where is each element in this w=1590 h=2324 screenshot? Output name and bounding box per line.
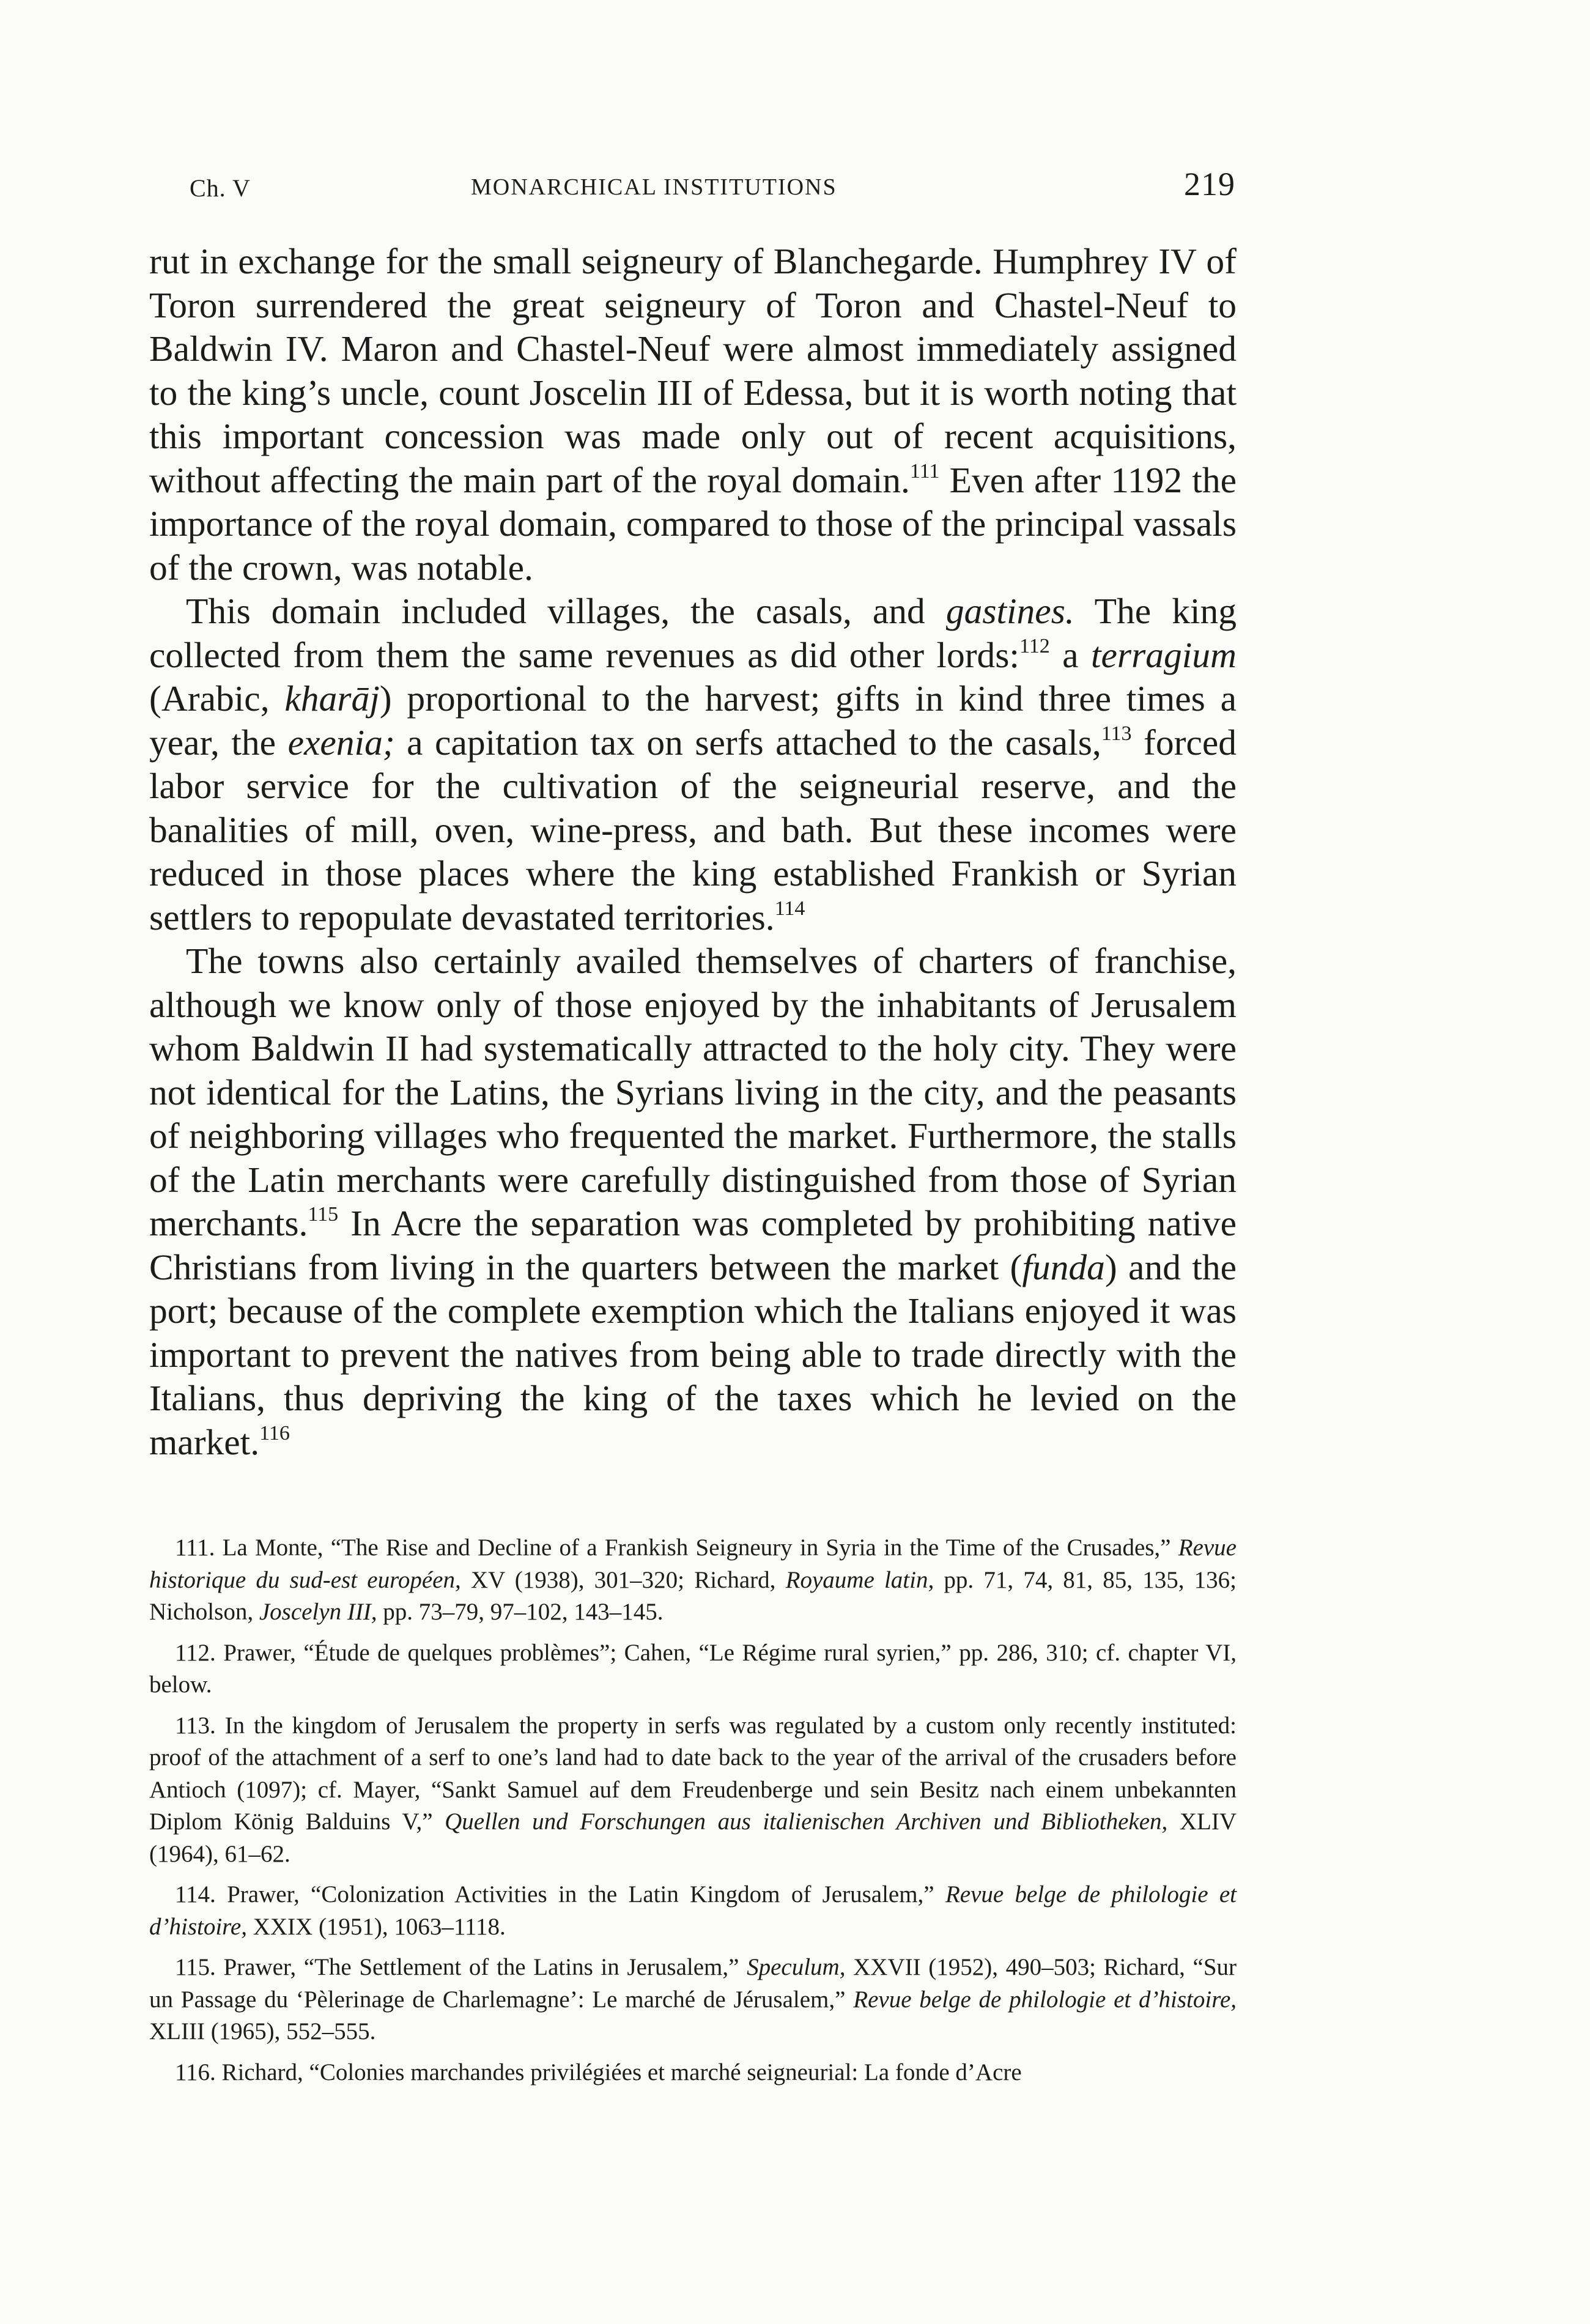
term-funda: funda xyxy=(1022,1246,1105,1287)
footnote-111 xyxy=(149,1532,1237,1629)
text-run: XXVII (1952), 490–503; Richard, “Sur un Passage du ‘Pèlerinage de Charlemagne’: Le marché de Jérusalem,” xyxy=(149,1954,1237,2013)
footnote-ref-113: 113 xyxy=(1101,722,1132,745)
text-run: (Arabic, xyxy=(149,678,285,719)
paragraph-3 xyxy=(149,939,1237,1464)
term-exenia: exenia; xyxy=(287,722,395,763)
running-title: MONARCHICAL INSTITUTIONS xyxy=(471,174,837,200)
footnote-114 xyxy=(149,1879,1237,1943)
text-run: This domain included villages, the casals, and xyxy=(186,591,946,631)
main-text xyxy=(149,240,1237,1464)
italic-title: Revue belge de philologie et d’histoire, xyxy=(853,1986,1237,2013)
text-run: 113. In the kingdom of Jerusalem the property in serfs was regulated by a custom only recently instituted: proof of the attachment of a serf to one’s land had to date back to the year of the arrival of the crusaders before Antioch (1097); cf. Mayer, “Sankt Samuel auf dem Freudenberge und sein Besitz nach einem unbekannten Diplom König Balduins V,” xyxy=(149,1712,1237,1835)
text-run: The towns also certainly availed themselves of charters of franchise, although we know only of those enjoyed by the inhabitants of Jerusalem whom Baldwin II had systematically attracted to the holy city. They were not identical for the Latins, the Syrians living in the city, and the peasants of neighboring villages who frequented the market. Furthermore, the stalls of the Latin merchants were carefully distinguished from those of Syrian merchants. xyxy=(149,941,1237,1243)
footnote-ref-111: 111 xyxy=(909,459,940,483)
footnotes xyxy=(149,1532,1237,2097)
text-run: rut in exchange for the small seigneury of Blanchegarde. Humphrey IV of Toron surrendered the great seigneury of Toron and Chastel-Neuf to Baldwin IV. Maron and Chastel-Neuf were almost immediately assigned to the king’s uncle, count Joscelin III of Edessa, but it is worth noting that this important concession was made only out of recent acquisitions, without affecting the main part of the royal domain. xyxy=(149,241,1237,500)
text-run: 114. Prawer, “Colonization Activities in the Latin Kingdom of Jerusalem,” xyxy=(175,1881,945,1908)
footnote-ref-116: 116 xyxy=(259,1421,290,1445)
text-run: Even after 1192 the importance of the royal domain, compared to those of the principal vassals of the crown, was notable. xyxy=(149,459,1237,588)
text-run: 116. Richard, “Colonies marchandes privilégiées et marché seigneurial: La fonde d’Acre xyxy=(175,2059,1022,2085)
footnote-113 xyxy=(149,1710,1237,1871)
running-head xyxy=(183,166,1235,207)
italic-title: Royaume latin, xyxy=(785,1566,934,1593)
italic-title: Quellen und Forschungen aus italienischen Archiven und Bibliotheken, xyxy=(445,1808,1168,1835)
text-run: In Acre the separation was completed by prohibiting native Christians from living in the quarters between the market ( xyxy=(149,1203,1237,1287)
paragraph-2 xyxy=(149,590,1237,939)
text-run: ) proportional to the harvest; gifts in kind three times a year, the xyxy=(149,678,1237,763)
text-run: XV (1938), 301–320; Richard, xyxy=(460,1566,786,1593)
italic-title: Joscelyn III, xyxy=(259,1599,377,1625)
italic-title: Revue belge de philologie et d’histoire, xyxy=(149,1881,1237,1940)
text-run: 112. Prawer, “Étude de quelques problèmes”; Cahen, “Le Régime rural syrien,” pp. 286, 310; cf. chapter VI, below. xyxy=(149,1639,1237,1698)
text-run: a capitation tax on serfs attached to the casals, xyxy=(394,722,1101,763)
footnote-116 xyxy=(149,2057,1237,2089)
chapter-label: Ch. V xyxy=(190,174,251,202)
text-run: a xyxy=(1049,634,1091,675)
text-run: XLIV (1964), 61–62. xyxy=(149,1808,1237,1867)
italic-title: Revue historique du sud-est européen, xyxy=(149,1534,1237,1593)
term-terragium: terragium xyxy=(1090,634,1237,675)
footnote-ref-114: 114 xyxy=(774,897,805,920)
footnote-ref-112: 112 xyxy=(1019,634,1050,657)
italic-title: Speculum, xyxy=(747,1954,846,1980)
footnote-112 xyxy=(149,1637,1237,1701)
term-gastines: gastines. xyxy=(945,591,1074,631)
text-run: pp. 73–79, 97–102, 143–145. xyxy=(377,1599,664,1625)
text-run: ) and the port; because of the complete exemption which the Italians enjoyed it was important to prevent the natives from being able to trade directly with the Italians, thus depriving the king of the taxes which he levied on the market. xyxy=(149,1246,1237,1462)
text-run: The king collected from them the same revenues as did other lords: xyxy=(149,591,1237,675)
footnote-115 xyxy=(149,1952,1237,2048)
footnote-ref-115: 115 xyxy=(308,1203,339,1226)
text-run: forced labor service for the cultivation of the seigneurial reserve, and the banalities of mill, oven, wine-press, and bath. But these incomes were reduced in those places where the king established Frankish or Syrian settlers to repopulate devastated territories. xyxy=(149,722,1237,938)
text-run: pp. 71, 74, 81, 85, 135, 136; Nicholson, xyxy=(149,1566,1237,1625)
term-kharaj: kharāj xyxy=(284,678,380,719)
text-run: 115. Prawer, “The Settlement of the Latins in Jerusalem,” xyxy=(175,1954,747,1980)
text-run: XXIX (1951), 1063–1118. xyxy=(246,1913,506,1940)
paragraph-1 xyxy=(149,240,1237,590)
text-run: 111. La Monte, “The Rise and Decline of a Frankish Seigneury in Syria in the Time of the Crusades,” xyxy=(175,1534,1178,1561)
text-run: XLIII (1965), 552–555. xyxy=(149,2018,376,2045)
page-number: 219 xyxy=(1184,166,1235,202)
